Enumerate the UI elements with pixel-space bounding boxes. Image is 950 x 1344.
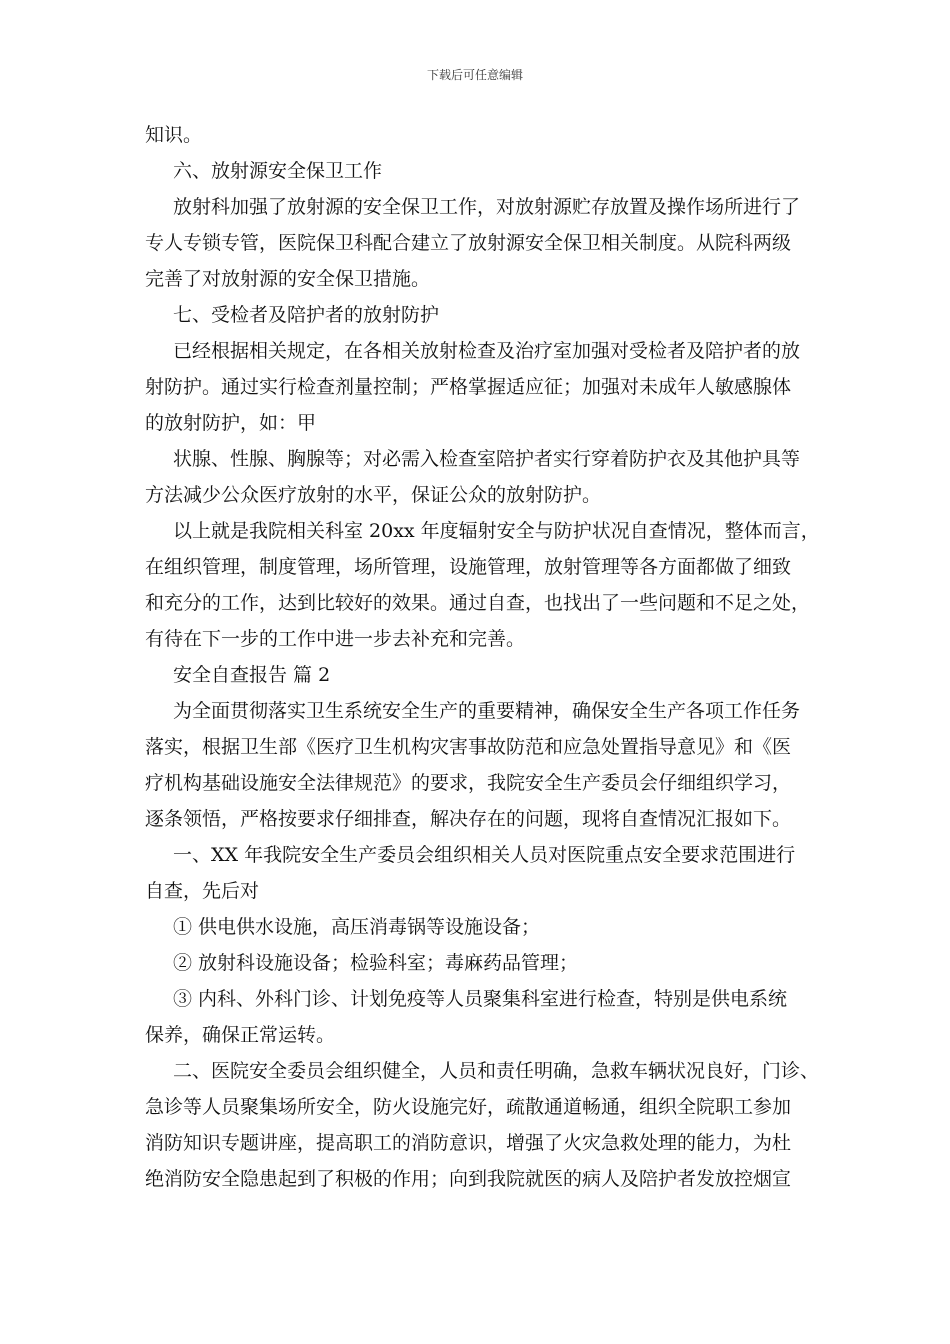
- text-line: 绝消防安全隐患起到了积极的作用；向到我院就医的病人及陪护者发放控烟宣: [145, 1168, 792, 1190]
- text-line: 和充分的工作，达到比较好的效果。通过自查，也找出了一些问题和不足之处，: [145, 592, 811, 614]
- text-line: 专人专锁专管，医院保卫科配合建立了放射源安全保卫相关制度。从院科两级: [145, 232, 792, 254]
- list-item: ② 放射科设施设备；检验科室；毒麻药品管理；: [173, 952, 579, 974]
- text-line: 疗机构基础设施安全法律规范》的要求，我院安全生产委员会仔细组织学习，: [145, 772, 792, 794]
- text-line: 二、医院安全委员会组织健全，人员和责任明确，急救车辆状况良好，门诊、: [173, 1060, 820, 1082]
- text-line: 急诊等人员聚集场所安全，防火设施完好，疏散通道畅通，组织全院职工参加: [145, 1096, 792, 1118]
- text-line: 自查，先后对: [145, 880, 260, 902]
- text-line: 有待在下一步的工作中进一步去补充和完善。: [145, 628, 526, 650]
- text-line: 逐条领悟，严格按要求仔细排查，解决存在的问题，现将自查情况汇报如下。: [145, 808, 792, 830]
- list-item: ① 供电供水设施，高压消毒锅等设施设备；: [173, 916, 541, 938]
- text-line: 已经根据相关规定，在各相关放射检查及治疗室加强对受检者及陪护者的放: [173, 340, 801, 362]
- text-line: 为全面贯彻落实卫生系统安全生产的重要精神，确保安全生产各项工作任务: [173, 700, 801, 722]
- section-heading: 六、放射源安全保卫工作: [173, 160, 383, 182]
- text-line: 的放射防护，如：甲: [145, 412, 317, 434]
- text-line: 完善了对放射源的安全保卫措施。: [145, 268, 431, 290]
- text-line: 一、XX 年我院安全生产委员会组织相关人员对医院重点安全要求范围进行: [173, 844, 796, 866]
- text-line: 方法减少公众医疗放射的水平，保证公众的放射防护。: [145, 484, 602, 506]
- section-heading: 七、受检者及陪护者的放射防护: [173, 304, 440, 326]
- text-line: 射防护。通过实行检查剂量控制；严格掌握适应征；加强对未成年人敏感腺体: [145, 376, 792, 398]
- text-line: 在组织管理，制度管理，场所管理，设施管理，放射管理等各方面都做了细致: [145, 556, 792, 578]
- list-item: ③ 内科、外科门诊、计划免疫等人员聚集科室进行检查，特别是供电系统: [173, 988, 788, 1010]
- text-line: 以上就是我院相关科室 20xx 年度辐射安全与防护状况自查情况，整体而言，: [173, 520, 820, 542]
- text-line: 状腺、性腺、胸腺等；对必需入检查室陪护者实行穿着防护衣及其他护具等: [173, 448, 801, 470]
- text-line: 保养，确保正常运转。: [145, 1024, 336, 1046]
- text-line: 落实，根据卫生部《医疗卫生机构灾害事故防范和应急处置指导意见》和《医: [145, 736, 792, 758]
- text-line: 知识。: [145, 124, 203, 146]
- page-header: 下载后可任意编辑: [426, 68, 523, 82]
- text-line: 消防知识专题讲座，提高职工的消防意识，增强了火灾急救处理的能力，为杜: [145, 1132, 792, 1154]
- report-title: 安全自查报告 篇 2: [173, 664, 331, 686]
- text-line: 放射科加强了放射源的安全保卫工作，对放射源贮存放置及操作场所进行了: [173, 196, 801, 218]
